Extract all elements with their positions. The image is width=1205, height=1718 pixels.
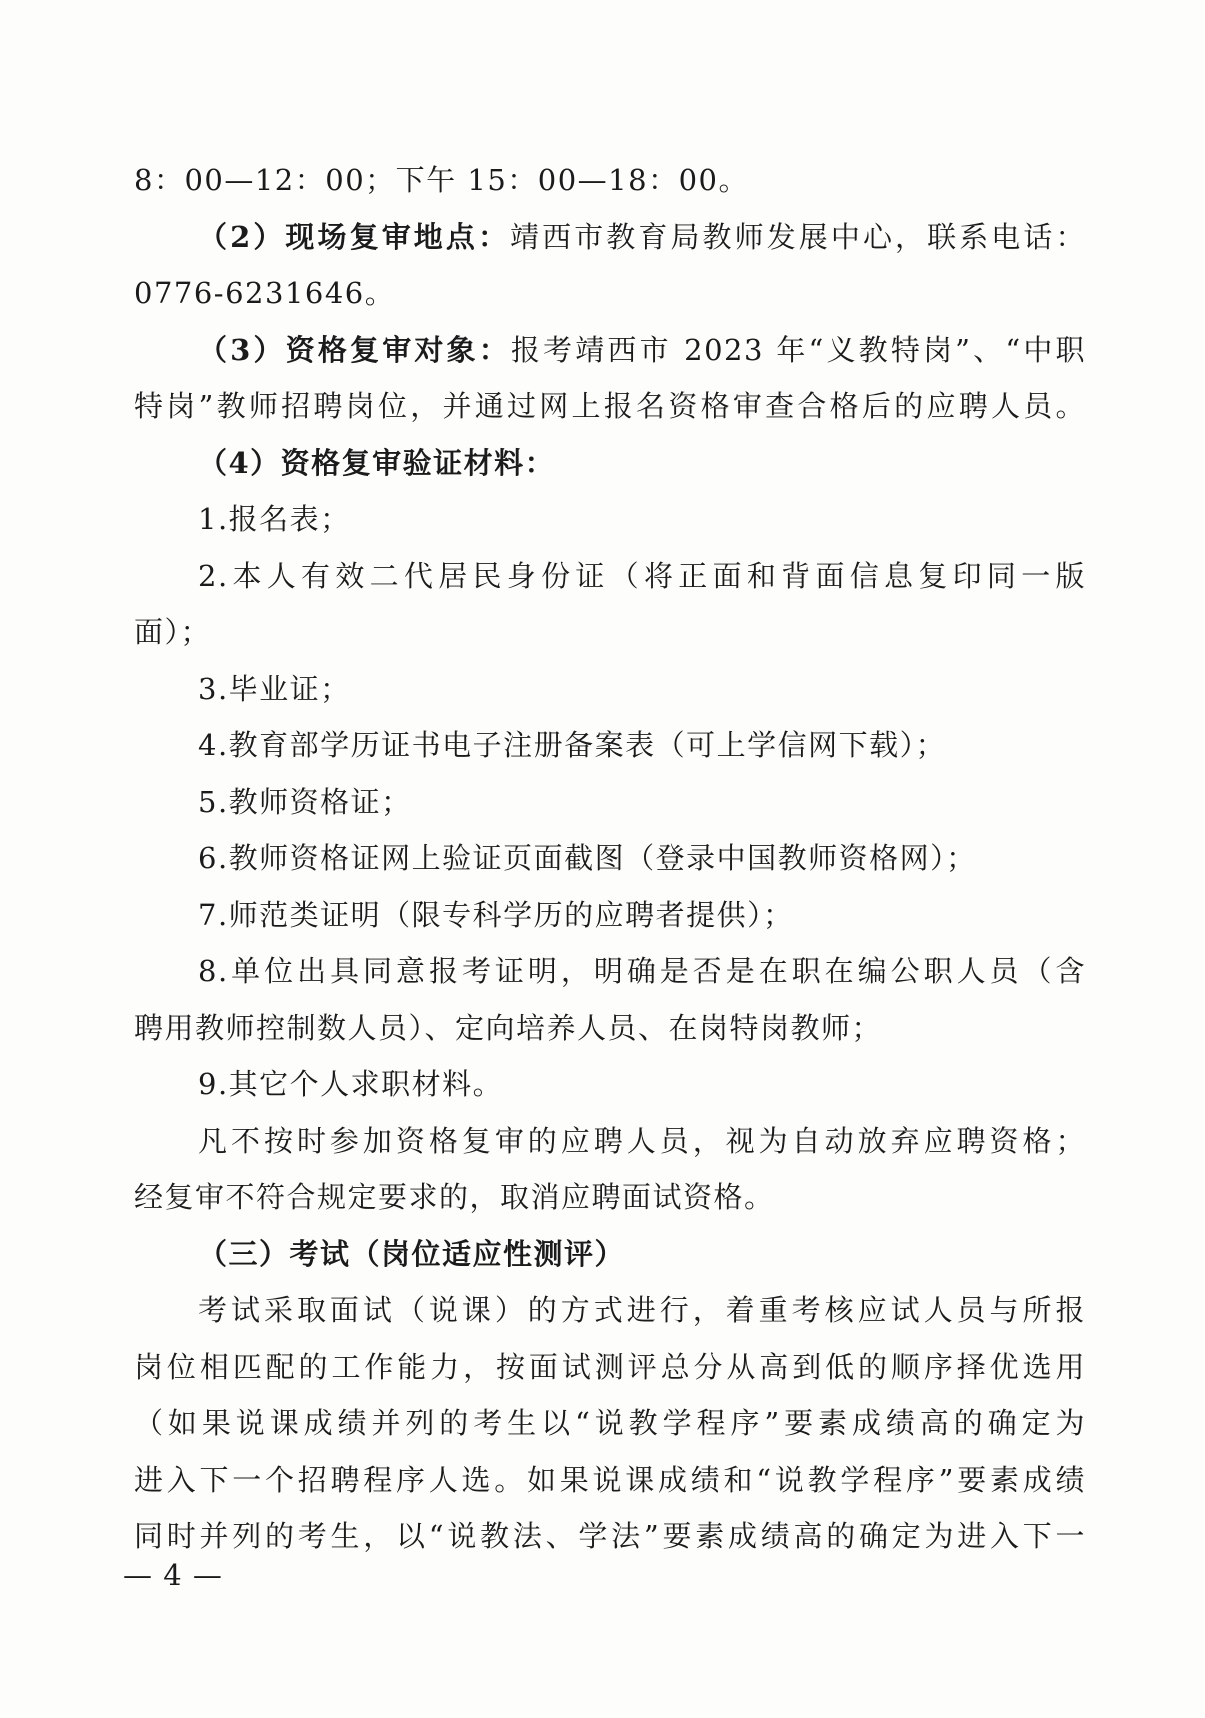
line-text: 0776-6231646。 (134, 276, 396, 310)
line-text: 考试采取面试（说课）的方式进行，着重考核应试人员与所报 (198, 1293, 1086, 1327)
document-line (134, 1395, 1086, 1452)
document-line (134, 604, 1086, 661)
line-text: 8：00—12：00；下午 15：00—18：00。 (134, 163, 749, 197)
line-text: 报考靖西市 2023 年“义教特岗”、“中职 (510, 332, 1086, 367)
line-text: 岗位相匹配的工作能力，按面试测评总分从高到低的顺序择优选用 (134, 1349, 1086, 1384)
line-text: 面）； (134, 615, 212, 649)
line-text: 进入下一个招聘程序人选。如果说课成绩和“说教学程序”要素成绩 (134, 1462, 1086, 1497)
line-text: 特岗”教师招聘岗位，并通过网上报名资格审查合格后的应聘人员。 (134, 389, 1086, 423)
document-line (134, 830, 1086, 887)
document-line (134, 1169, 1086, 1226)
document-line (134, 774, 1086, 831)
page-number: — 4 — (123, 1558, 223, 1592)
line-text: 3.毕业证； (198, 671, 351, 706)
document-line (134, 548, 1086, 605)
document-line (134, 378, 1086, 435)
line-text: 9.其它个人求职材料。 (198, 1067, 504, 1101)
document-line (134, 1113, 1086, 1170)
document-line (134, 1000, 1086, 1057)
document-line (134, 1452, 1086, 1509)
document-line (134, 717, 1086, 774)
section-heading: （4）资格复审验证材料： (198, 445, 556, 480)
document-line (134, 265, 1086, 322)
document-line (134, 943, 1086, 1000)
line-text: 凡不按时参加资格复审的应聘人员，视为自动放弃应聘资格； (198, 1123, 1086, 1158)
section-heading: （三）考试（岗位适应性测评） (198, 1236, 626, 1271)
line-text: 经复审不符合规定要求的，取消应聘面试资格。 (134, 1180, 775, 1214)
document-line (134, 152, 1086, 209)
document-line (134, 209, 1086, 266)
document-line (134, 1508, 1086, 1565)
document-line (134, 661, 1086, 718)
document-line (134, 1339, 1086, 1396)
section-heading: （2）现场复审地点： (198, 219, 511, 254)
document-line (134, 435, 1086, 492)
section-heading: （3）资格复审对象： (198, 332, 511, 367)
document-line (134, 322, 1086, 379)
line-text: 聘用教师控制数人员）、定向培养人员、在岗特岗教师； (134, 1010, 883, 1045)
document-line (134, 1226, 1086, 1283)
line-text: 4.教育部学历证书电子注册备案表（可上学信网下载）； (198, 728, 947, 762)
line-text: 1.报名表； (198, 502, 351, 536)
document-body (134, 152, 1086, 1565)
document-line (134, 1282, 1086, 1339)
line-text: 2.本人有效二代居民身份证（将正面和背面信息复印同一版 (198, 558, 1086, 593)
document-line (134, 887, 1086, 944)
line-text: 同时并列的考生，以“说教法、学法”要素成绩高的确定为进入下一 (134, 1519, 1086, 1553)
document-line (134, 1056, 1086, 1113)
line-text: 5.教师资格证； (198, 784, 412, 819)
line-text: （如果说课成绩并列的考生以“说教学程序”要素成绩高的确定为 (134, 1406, 1086, 1440)
line-text: 8.单位出具同意报考证明，明确是否是在职在编公职人员（含 (198, 954, 1086, 988)
line-text: 6.教师资格证网上验证页面截图（登录中国教师资格网）； (198, 841, 977, 875)
line-text: 靖西市教育局教师发展中心，联系电话： (510, 219, 1086, 254)
line-text: 7.师范类证明（限专科学历的应聘者提供）； (198, 897, 794, 932)
document-line (134, 491, 1086, 548)
